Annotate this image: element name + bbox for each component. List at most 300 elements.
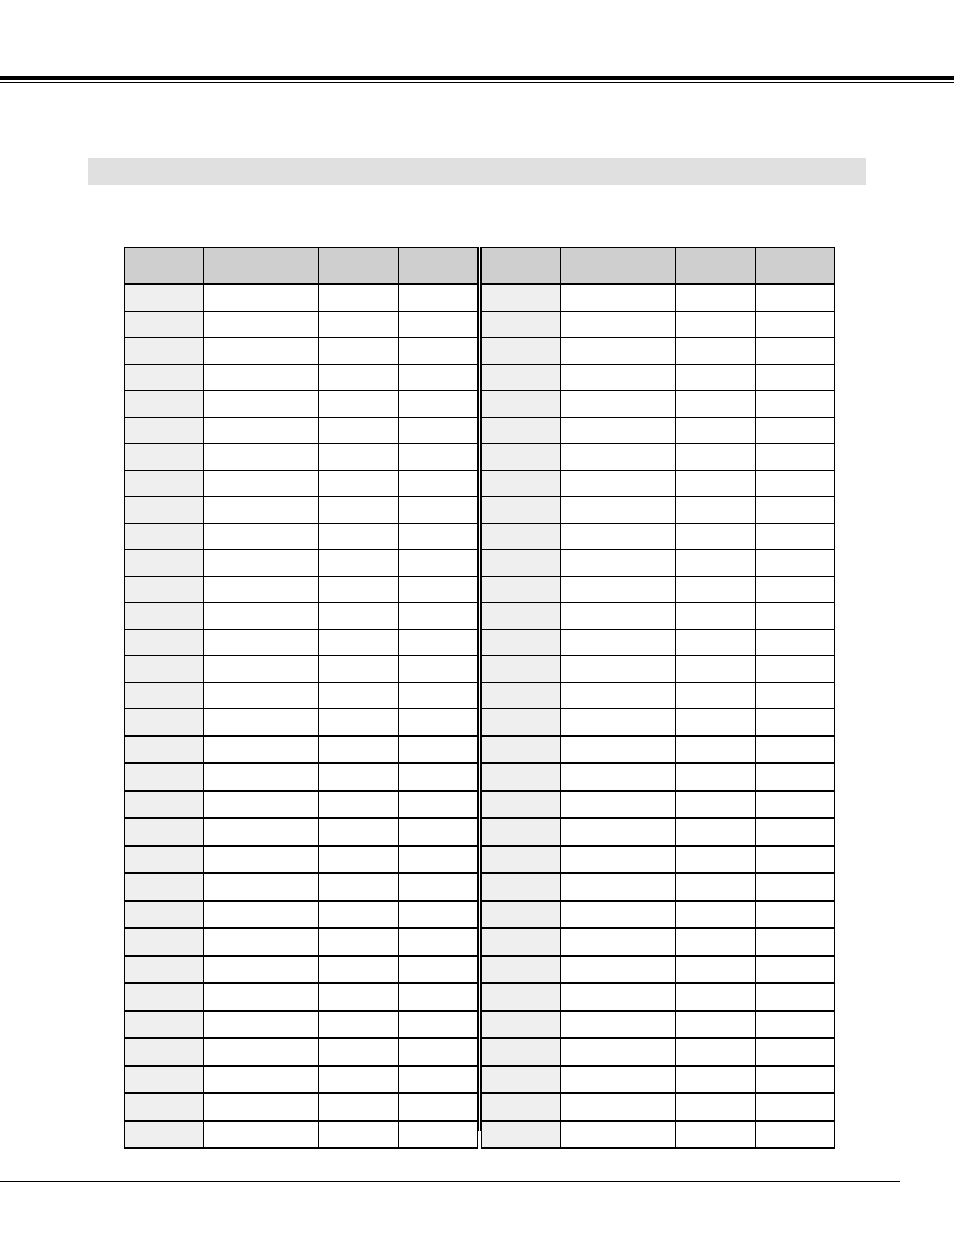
table-cell — [676, 901, 756, 929]
table-cell — [399, 709, 478, 736]
table-row — [125, 603, 478, 630]
table-row — [482, 550, 835, 577]
row-key-cell — [125, 1038, 204, 1066]
table-cell — [676, 444, 756, 471]
column-header — [676, 248, 756, 285]
table-cell — [756, 603, 835, 630]
table-row — [125, 956, 478, 984]
table-cell — [561, 818, 676, 846]
table-row — [482, 1038, 835, 1066]
table-row — [125, 873, 478, 901]
row-key-cell — [482, 311, 561, 338]
table-row — [125, 983, 478, 1011]
table-cell — [204, 846, 319, 874]
table-row — [482, 1066, 835, 1094]
table-row — [125, 338, 478, 365]
table-cell — [319, 284, 399, 311]
table-cell — [399, 603, 478, 630]
table-cell — [204, 444, 319, 471]
row-key-cell — [482, 550, 561, 577]
row-key-cell — [125, 470, 204, 497]
table-cell — [561, 550, 676, 577]
table-cell — [756, 550, 835, 577]
table-header-row — [482, 248, 835, 285]
row-key-cell — [125, 497, 204, 524]
table-cell — [399, 338, 478, 365]
table-cell — [204, 284, 319, 311]
table-cell — [204, 338, 319, 365]
table-cell — [676, 391, 756, 418]
table-row — [125, 523, 478, 550]
table-cell — [676, 629, 756, 656]
table-cell — [399, 1093, 478, 1121]
table-cell — [676, 497, 756, 524]
table-cell — [756, 417, 835, 444]
table-cell — [319, 576, 399, 603]
row-key-cell — [125, 1066, 204, 1094]
table-cell — [676, 736, 756, 764]
table-cell — [756, 364, 835, 391]
table-row — [482, 928, 835, 956]
table-cell — [204, 417, 319, 444]
row-key-cell — [482, 736, 561, 764]
table-row — [125, 576, 478, 603]
table-header-row — [125, 248, 478, 285]
table-cell — [319, 497, 399, 524]
table-cell — [676, 576, 756, 603]
table-cell — [561, 1093, 676, 1121]
table-cell — [399, 956, 478, 984]
table-cell — [204, 576, 319, 603]
table-cell — [399, 1038, 478, 1066]
table-row — [482, 873, 835, 901]
table-cell — [204, 656, 319, 683]
table-cell — [204, 1066, 319, 1094]
table-cell — [204, 1011, 319, 1039]
table-cell — [319, 470, 399, 497]
left-data-table — [124, 247, 478, 1149]
table-cell — [756, 1121, 835, 1149]
table-row — [482, 470, 835, 497]
table-cell — [399, 846, 478, 874]
table-cell — [204, 523, 319, 550]
table-cell — [399, 523, 478, 550]
row-key-cell — [125, 629, 204, 656]
table-cell — [204, 791, 319, 819]
row-key-cell — [482, 444, 561, 471]
table-cell — [756, 1038, 835, 1066]
table-cell — [319, 846, 399, 874]
row-key-cell — [125, 956, 204, 984]
table-cell — [561, 523, 676, 550]
table-cell — [204, 364, 319, 391]
table-cell — [319, 1121, 399, 1149]
table-row — [125, 1093, 478, 1121]
table-cell — [561, 736, 676, 764]
table-cell — [319, 763, 399, 791]
table-row — [482, 791, 835, 819]
table-cell — [319, 928, 399, 956]
row-key-cell — [125, 1121, 204, 1149]
table-cell — [399, 901, 478, 929]
table-cell — [676, 364, 756, 391]
table-cell — [676, 873, 756, 901]
table-cell — [319, 983, 399, 1011]
table-cell — [204, 497, 319, 524]
row-key-cell — [482, 338, 561, 365]
table-row — [482, 603, 835, 630]
row-key-cell — [125, 901, 204, 929]
table-cell — [399, 470, 478, 497]
table-cell — [399, 763, 478, 791]
table-row — [482, 763, 835, 791]
table-cell — [319, 709, 399, 736]
table-cell — [676, 682, 756, 709]
row-key-cell — [125, 873, 204, 901]
table-cell — [676, 1038, 756, 1066]
table-cell — [756, 576, 835, 603]
table-row — [125, 928, 478, 956]
table-row — [125, 497, 478, 524]
table-cell — [399, 576, 478, 603]
table-cell — [676, 417, 756, 444]
table-cell — [561, 709, 676, 736]
row-key-cell — [125, 311, 204, 338]
column-header — [756, 248, 835, 285]
table-cell — [561, 1066, 676, 1094]
top-rule-thick — [0, 76, 954, 80]
table-row — [125, 709, 478, 736]
table-row — [125, 901, 478, 929]
table-cell — [756, 901, 835, 929]
table-cell — [399, 417, 478, 444]
table-cell — [561, 656, 676, 683]
table-cell — [204, 550, 319, 577]
table-row — [482, 523, 835, 550]
table-cell — [399, 1121, 478, 1149]
table-cell — [204, 1121, 319, 1149]
table-row — [125, 391, 478, 418]
table-cell — [561, 470, 676, 497]
table-cell — [204, 682, 319, 709]
table-row — [482, 417, 835, 444]
table-cell — [204, 873, 319, 901]
table-cell — [756, 846, 835, 874]
table-cell — [756, 956, 835, 984]
table-row — [482, 956, 835, 984]
table-cell — [676, 791, 756, 819]
bottom-rule — [0, 1181, 900, 1182]
row-key-cell — [482, 1121, 561, 1149]
row-key-cell — [482, 576, 561, 603]
table-row — [125, 818, 478, 846]
table-row — [125, 550, 478, 577]
table-cell — [319, 603, 399, 630]
table-row — [125, 682, 478, 709]
table-cell — [561, 338, 676, 365]
table-cell — [204, 983, 319, 1011]
table-cell — [319, 1066, 399, 1094]
table-cell — [676, 928, 756, 956]
table-row — [125, 364, 478, 391]
table-cell — [756, 928, 835, 956]
table-cell — [319, 682, 399, 709]
table-row — [125, 846, 478, 874]
table-cell — [561, 603, 676, 630]
table-cell — [204, 470, 319, 497]
row-key-cell — [482, 983, 561, 1011]
table-cell — [561, 983, 676, 1011]
table-cell — [204, 956, 319, 984]
row-key-cell — [482, 1011, 561, 1039]
row-key-cell — [125, 1093, 204, 1121]
table-cell — [561, 391, 676, 418]
row-key-cell — [482, 682, 561, 709]
table-cell — [676, 550, 756, 577]
table-row — [482, 846, 835, 874]
row-key-cell — [482, 818, 561, 846]
table-cell — [319, 523, 399, 550]
table-row — [125, 417, 478, 444]
table-cell — [399, 497, 478, 524]
table-cell — [676, 470, 756, 497]
row-key-cell — [482, 873, 561, 901]
table-cell — [756, 284, 835, 311]
table-cell — [319, 956, 399, 984]
table-row — [125, 311, 478, 338]
table-cell — [319, 444, 399, 471]
table-row — [125, 1011, 478, 1039]
table-cell — [561, 444, 676, 471]
table-cell — [676, 1066, 756, 1094]
row-key-cell — [482, 928, 561, 956]
table-cell — [676, 709, 756, 736]
table-row — [482, 818, 835, 846]
row-key-cell — [125, 576, 204, 603]
table-cell — [561, 873, 676, 901]
table-cell — [676, 818, 756, 846]
row-key-cell — [125, 928, 204, 956]
table-cell — [756, 763, 835, 791]
row-key-cell — [125, 364, 204, 391]
table-cell — [561, 364, 676, 391]
table-cell — [319, 364, 399, 391]
table-cell — [561, 576, 676, 603]
row-key-cell — [125, 550, 204, 577]
table-row — [482, 576, 835, 603]
table-cell — [319, 736, 399, 764]
table-cell — [204, 901, 319, 929]
table-cell — [204, 928, 319, 956]
table-row — [125, 791, 478, 819]
section-title-bar — [88, 158, 866, 185]
table-cell — [676, 763, 756, 791]
table-row — [125, 1038, 478, 1066]
table-cell — [204, 391, 319, 418]
table-cell — [676, 311, 756, 338]
table-row — [125, 1066, 478, 1094]
column-header — [399, 248, 478, 285]
table-cell — [399, 1011, 478, 1039]
column-header — [561, 248, 676, 285]
table-cell — [319, 1093, 399, 1121]
row-key-cell — [125, 338, 204, 365]
table-cell — [399, 682, 478, 709]
row-key-cell — [482, 1038, 561, 1066]
table-cell — [204, 311, 319, 338]
table-row — [482, 736, 835, 764]
table-cell — [676, 1121, 756, 1149]
table-row — [482, 311, 835, 338]
table-row — [482, 1011, 835, 1039]
table-row — [125, 444, 478, 471]
table-cell — [399, 629, 478, 656]
column-header — [482, 248, 561, 285]
table-cell — [204, 709, 319, 736]
data-table-wrapper — [124, 247, 835, 1131]
table-cell — [319, 791, 399, 819]
row-key-cell — [125, 1011, 204, 1039]
row-key-cell — [125, 736, 204, 764]
table-cell — [319, 311, 399, 338]
right-data-table — [481, 247, 835, 1149]
table-cell — [676, 956, 756, 984]
table-row — [482, 391, 835, 418]
table-cell — [399, 550, 478, 577]
table-row — [482, 1093, 835, 1121]
row-key-cell — [482, 470, 561, 497]
table-cell — [676, 656, 756, 683]
table-cell — [319, 338, 399, 365]
table-cell — [399, 656, 478, 683]
table-cell — [561, 846, 676, 874]
row-key-cell — [482, 791, 561, 819]
table-cell — [676, 603, 756, 630]
table-cell — [756, 983, 835, 1011]
row-key-cell — [482, 1066, 561, 1094]
row-key-cell — [482, 656, 561, 683]
row-key-cell — [125, 682, 204, 709]
table-cell — [399, 444, 478, 471]
table-cell — [399, 818, 478, 846]
table-cell — [399, 284, 478, 311]
table-cell — [756, 818, 835, 846]
table-row — [482, 444, 835, 471]
row-key-cell — [125, 603, 204, 630]
table-cell — [561, 928, 676, 956]
row-key-cell — [125, 709, 204, 736]
table-cell — [676, 1011, 756, 1039]
table-cell — [204, 736, 319, 764]
table-cell — [319, 1011, 399, 1039]
table-cell — [561, 417, 676, 444]
table-cell — [319, 1038, 399, 1066]
table-cell — [561, 956, 676, 984]
table-row — [125, 1121, 478, 1149]
table-cell — [319, 818, 399, 846]
table-row — [482, 629, 835, 656]
table-row — [125, 763, 478, 791]
table-cell — [756, 470, 835, 497]
row-key-cell — [482, 417, 561, 444]
table-cell — [204, 629, 319, 656]
table-cell — [676, 983, 756, 1011]
table-cell — [756, 338, 835, 365]
table-cell — [756, 791, 835, 819]
table-cell — [561, 311, 676, 338]
table-cell — [399, 873, 478, 901]
row-key-cell — [125, 444, 204, 471]
row-key-cell — [125, 846, 204, 874]
table-cell — [561, 284, 676, 311]
row-key-cell — [482, 391, 561, 418]
table-cell — [399, 736, 478, 764]
row-key-cell — [482, 901, 561, 929]
table-cell — [399, 311, 478, 338]
table-cell — [756, 391, 835, 418]
column-header — [319, 248, 399, 285]
row-key-cell — [125, 284, 204, 311]
table-row — [482, 338, 835, 365]
table-cell — [561, 791, 676, 819]
column-header — [125, 248, 204, 285]
table-cell — [399, 391, 478, 418]
table-cell — [561, 1121, 676, 1149]
row-key-cell — [482, 846, 561, 874]
table-row — [125, 284, 478, 311]
row-key-cell — [482, 497, 561, 524]
table-cell — [756, 709, 835, 736]
table-row — [482, 364, 835, 391]
table-cell — [561, 901, 676, 929]
table-cell — [399, 1066, 478, 1094]
row-key-cell — [125, 391, 204, 418]
table-row — [482, 983, 835, 1011]
column-header — [204, 248, 319, 285]
table-cell — [676, 846, 756, 874]
table-row — [482, 656, 835, 683]
table-cell — [319, 873, 399, 901]
table-row — [482, 497, 835, 524]
row-key-cell — [482, 629, 561, 656]
row-key-cell — [482, 523, 561, 550]
table-cell — [561, 1011, 676, 1039]
table-cell — [561, 763, 676, 791]
table-cell — [676, 338, 756, 365]
table-cell — [399, 928, 478, 956]
row-key-cell — [482, 603, 561, 630]
row-key-cell — [482, 364, 561, 391]
table-cell — [399, 983, 478, 1011]
table-cell — [756, 1093, 835, 1121]
table-cell — [756, 682, 835, 709]
table-row — [125, 736, 478, 764]
table-row — [125, 629, 478, 656]
table-row — [482, 1121, 835, 1149]
table-cell — [319, 391, 399, 418]
table-cell — [756, 656, 835, 683]
table-cell — [756, 497, 835, 524]
row-key-cell — [125, 763, 204, 791]
table-cell — [204, 603, 319, 630]
table-cell — [756, 736, 835, 764]
table-cell — [561, 1038, 676, 1066]
table-cell — [676, 523, 756, 550]
table-cell — [204, 818, 319, 846]
table-cell — [561, 682, 676, 709]
table-cell — [756, 1011, 835, 1039]
table-cell — [399, 364, 478, 391]
